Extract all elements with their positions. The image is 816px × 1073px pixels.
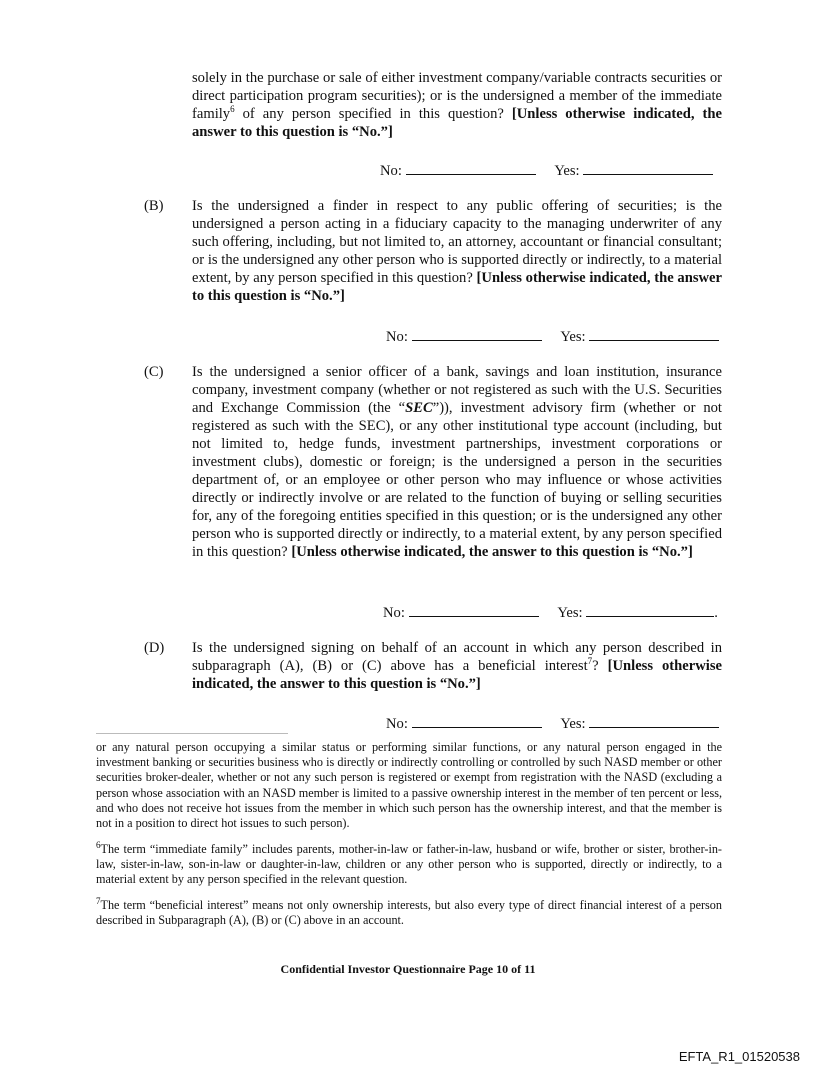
question-c-text-1: Is the undersigned a senior officer of a bank, savings and loan institution, insurance company, investment company (whether or not registered as such with the U.S. Securities and Exchange Commission (the “ — [192, 364, 722, 416]
question-d — [144, 639, 722, 693]
footnote-ref-6: 6 — [230, 104, 235, 115]
question-c-label: (C) — [144, 364, 164, 380]
yes-blank-c[interactable] — [586, 602, 714, 617]
intro-text-2: of any person specified in this question? — [234, 106, 512, 122]
yes-label: Yes: — [560, 716, 586, 732]
answer-line-b — [386, 326, 719, 346]
document-id: EFTA_R1_01520538 — [678, 1049, 800, 1064]
answer-line-d — [386, 713, 719, 733]
footnote-7-number: 7 — [96, 895, 101, 906]
sec-term: SEC — [405, 400, 433, 416]
no-blank-c[interactable] — [409, 602, 539, 617]
question-d-text-2: ? — [592, 658, 608, 674]
no-label: No: — [383, 605, 405, 621]
question-c-text-2: ”)), investment advisory firm (whether or not registered as such with the SEC), or any other institutional type account (including, but not limited to, hedge funds, investment partnerships, investment corporations or investment clubs), domestic or foreign; is the undersigned a person in the securities department of, or an employee or other person who may influence or whose activities directly or indirectly involve or are related to the function of buying or selling securities for, any of the foregoing entities specified in this question; or is the undersigned any other person who is supported directly or indirectly, to a material extent, by any person specified in this question? — [192, 400, 722, 560]
question-a-continuation — [192, 69, 722, 141]
no-blank-b[interactable] — [412, 326, 542, 341]
footnote-6-text: The term “immediate family” includes parents, mother-in-law or father-in-law, husband or wife, brother or sister, brother-in-law, sister-in-law, son-in-law or daughter-in-law, children or any other person who is supported, directly or indirectly, to a material extent by any person specified in the relevant question. — [96, 842, 722, 887]
no-label: No: — [380, 163, 402, 179]
question-d-text-1: Is the undersigned signing on behalf of an account in which any person described in subparagraph (A), (B) or (C) above has a beneficial interest — [192, 640, 722, 674]
footnote-separator — [96, 733, 288, 734]
yes-blank-d[interactable] — [589, 713, 719, 728]
intro-default-answer: [Unless otherwise indicated, the answer to this question is “No.”] — [192, 106, 722, 140]
page-footer: Confidential Investor Questionnaire Page 10 of 11 — [280, 962, 536, 976]
question-c-default-answer: [Unless otherwise indicated, the answer to this question is “No.”] — [291, 544, 693, 560]
no-label: No: — [386, 716, 408, 732]
question-b-text: Is the undersigned a finder in respect to any public offering of securities; is the undersigned a person acting in a fiduciary capacity to the managing underwriter of any such offering, including, but not limited to, an attorney, accountant or financial consultant; or is the undersigned any other person who is supported directly or indirectly, to a material extent, by any person specified in this question? — [192, 198, 722, 286]
question-b-label: (B) — [144, 198, 164, 214]
footnote-6 — [96, 839, 722, 888]
footnote-7 — [96, 895, 722, 928]
yes-blank-a[interactable] — [583, 160, 713, 175]
question-d-default-answer: [Unless otherwise indicated, the answer to this question is “No.”] — [192, 658, 722, 692]
footnote-ref-7: 7 — [587, 656, 593, 667]
intro-text-1: solely in the purchase or sale of either investment company/variable contracts securities or direct participation program securities); or is the undersigned a member of the immediate family — [192, 70, 722, 122]
answer-line-a — [380, 160, 713, 180]
yes-label: Yes: — [560, 329, 586, 345]
trailing-period: . — [714, 605, 718, 621]
no-blank-d[interactable] — [412, 713, 542, 728]
answer-line-c — [383, 602, 718, 622]
no-label: No: — [386, 329, 408, 345]
footnote-6-number: 6 — [96, 839, 101, 850]
question-c — [144, 363, 722, 561]
footnote-continued: or any natural person occupying a similar status or performing similar functions, or any natural person engaged in the investment banking or securities business who is directly or indirectly controlling or controlled by such NASD member or other securities broker-dealer, whether or not any such person is registered or exempt from registration with the NASD (excluding a person whose association with an NASD member is limited to a passive ownership interest in the member of ten percent or less, and who does not receive hot issues from the member in which such person has the ownership interest, and that the member is not in a position to direct hot issues to such person). — [96, 740, 722, 831]
yes-label: Yes: — [554, 163, 580, 179]
yes-blank-b[interactable] — [589, 326, 719, 341]
footnote-7-text: The term “beneficial interest” means not only ownership interests, but also every type of direct financial interest of a person described in Subparagraph (A), (B) or (C) above in an account. — [96, 898, 722, 928]
yes-label: Yes: — [557, 605, 583, 621]
question-b-default-answer: [Unless otherwise indicated, the answer to this question is “No.”] — [192, 270, 722, 304]
question-d-label: (D) — [144, 640, 165, 656]
no-blank-a[interactable] — [406, 160, 536, 175]
question-b — [144, 197, 722, 305]
